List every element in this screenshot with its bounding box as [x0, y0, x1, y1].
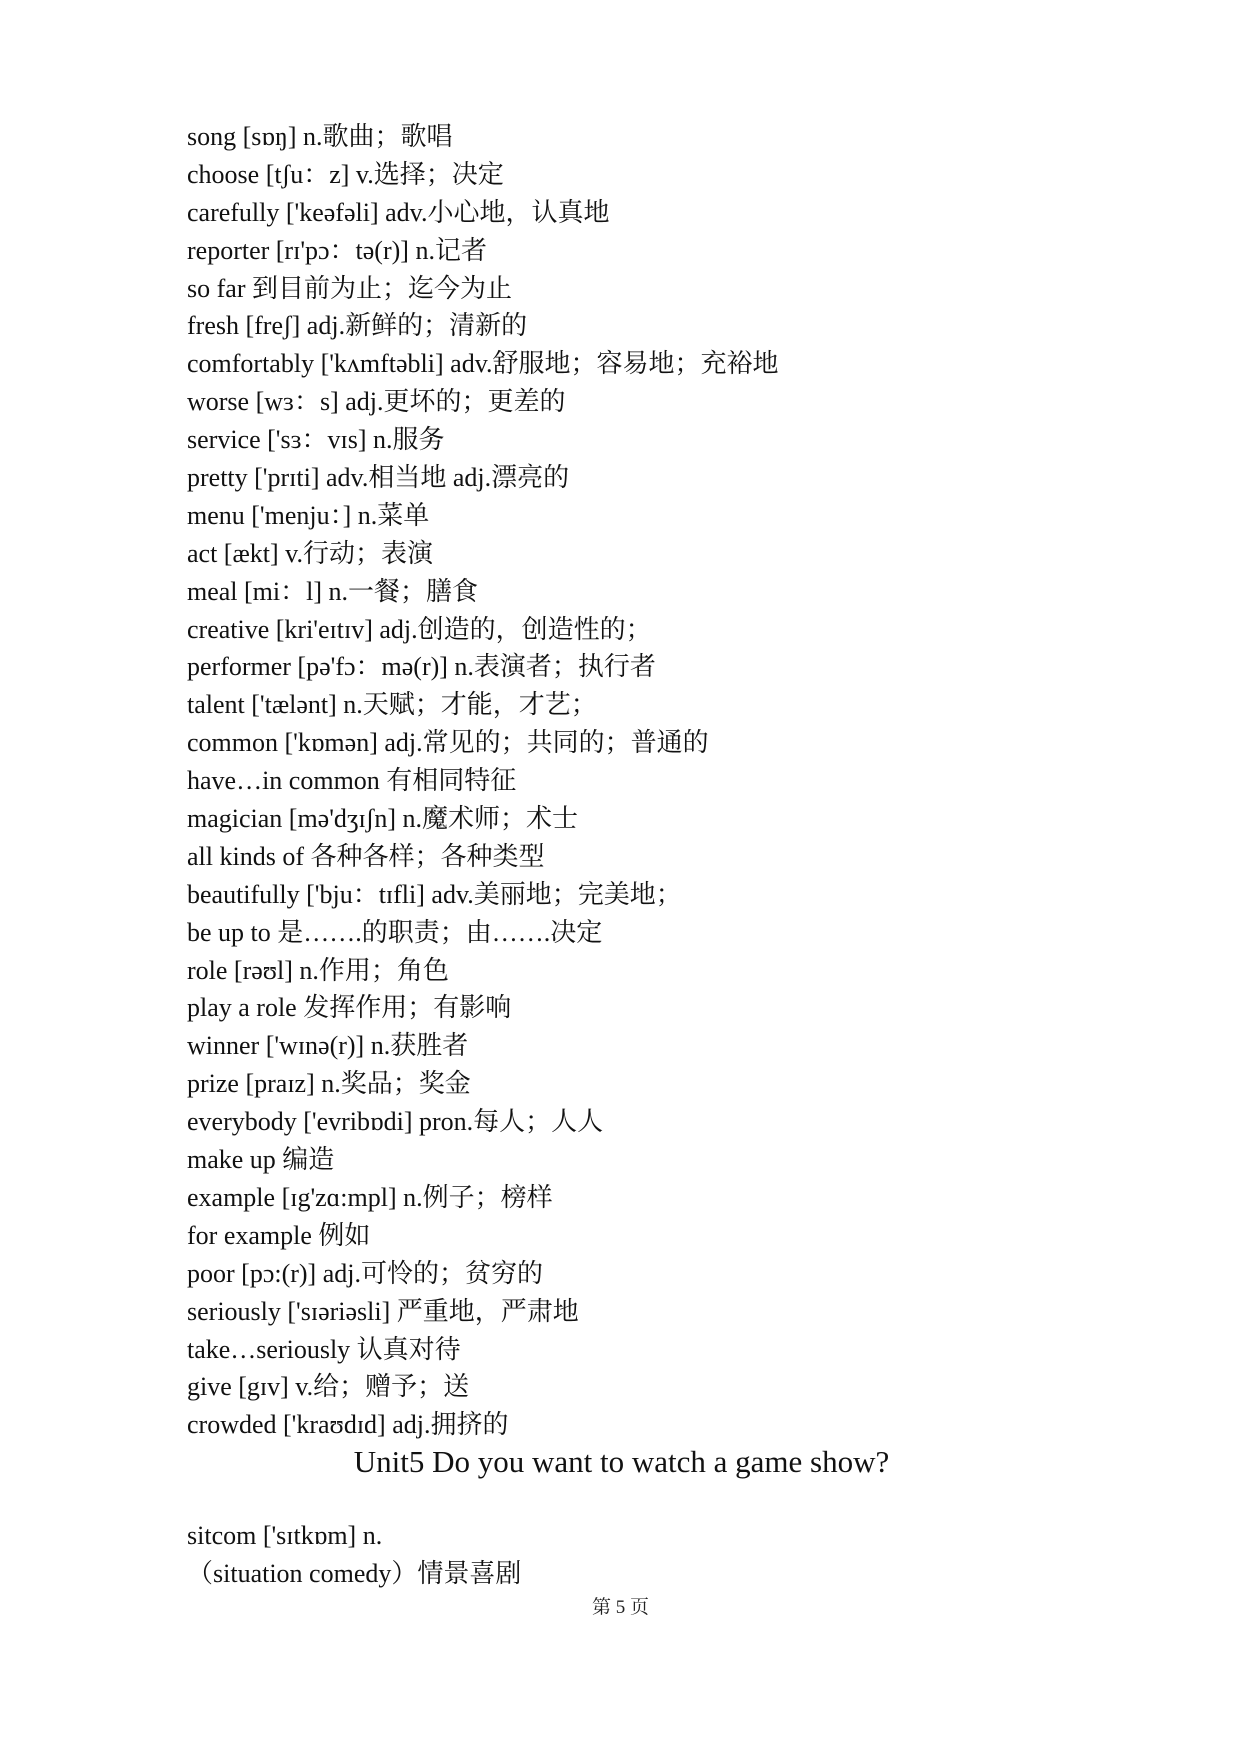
vocab-entry: talent ['tælənt] n.天赋；才能，才艺； [187, 690, 597, 720]
vocab-entry: service ['sɜ：vɪs] n.服务 [187, 425, 445, 455]
vocab-entry: magician [mə'dʒɪʃn] n.魔术师；术士 [187, 804, 578, 834]
vocab-entry: fresh [freʃ] adj.新鲜的；清新的 [187, 311, 528, 341]
vocab-entry: choose [tʃu：z] v.选择；决定 [187, 159, 504, 189]
unit-heading-text: Unit5 Do you want to watch a game show? [353, 1444, 890, 1479]
vocab-entry: for example 例如 [187, 1220, 371, 1250]
vocab-entry: all kinds of 各种各样；各种类型 [187, 841, 545, 871]
vocab-entry: make up 编造 [187, 1145, 335, 1175]
page-number: 第 5 页 [591, 1597, 649, 1618]
vocab-entry: everybody ['evribɒdi] pron.每人；人人 [187, 1107, 604, 1137]
vocab-entry: example [ɪg'zɑ:mpl] n.例子；榜样 [187, 1182, 553, 1212]
vocab-entry: prize [praɪz] n.奖品；奖金 [187, 1069, 471, 1099]
vocab-entry: take…seriously 认真对待 [187, 1334, 461, 1364]
vocab-entry: crowded ['kraʊdɪd] adj.拥挤的 [187, 1410, 509, 1440]
vocab-entry: poor [pɔ:(r)] adj.可怜的；贫穷的 [187, 1258, 543, 1288]
vocab-entry: winner ['wɪnə(r)] n.获胜者 [187, 1031, 469, 1061]
vocab-entry: give [gɪv] v.给；赠予；送 [187, 1372, 470, 1402]
vocab-entry: menu ['menju：] n.菜单 [187, 500, 430, 530]
unit-heading [0, 1440, 1241, 1484]
vocab-entry: seriously ['sɪəriəsli] 严重地，严肃地 [187, 1296, 579, 1326]
vocab-entry: comfortably ['kʌmftəbli] adv.舒服地；容易地；充裕地 [187, 349, 779, 379]
vocab-entry: play a role 发挥作用；有影响 [187, 993, 512, 1023]
vocab-entry: performer [pə'fɔ：mə(r)] n.表演者；执行者 [187, 652, 656, 682]
vocab-entry: pretty ['prɪti] adv.相当地 adj.漂亮的 [187, 463, 570, 493]
vocab-entry: （situation comedy）情景喜剧 [187, 1558, 522, 1588]
vocab-entry: so far 到目前为止；迄今为止 [187, 273, 512, 303]
vocab-entry: worse [wɜ：s] adj.更坏的；更差的 [187, 387, 566, 417]
vocab-entry: role [rəʊl] n.作用；角色 [187, 955, 449, 985]
vocab-entry: creative [kri'eɪtɪv] adj.创造的，创造性的； [187, 614, 652, 644]
vocab-entry: song [sɒŋ] n.歌曲；歌唱 [187, 122, 453, 151]
vocab-entry: meal [mi：l] n.一餐；膳食 [187, 576, 479, 606]
vocab-entry: common ['kɒmən] adj.常见的；共同的；普通的 [187, 728, 709, 758]
vocab-entry: sitcom ['sɪtkɒm] n. [187, 1521, 383, 1550]
vocab-list [187, 118, 1087, 1444]
vocab-entry: carefully ['keəfəli] adv.小心地，认真地 [187, 197, 610, 227]
vocab-entry: reporter [rɪ'pɔ：tə(r)] n.记者 [187, 235, 487, 265]
vocab-entry: act [ækt] v.行动；表演 [187, 538, 433, 568]
vocab-entry: have…in common 有相同特征 [187, 766, 517, 796]
vocab-list-unit5 [187, 1517, 1087, 1593]
vocab-entry: beautifully ['bju：tɪfli] adv.美丽地；完美地； [187, 879, 682, 909]
vocab-entry: be up to 是…….的职责；由…….决定 [187, 917, 603, 947]
